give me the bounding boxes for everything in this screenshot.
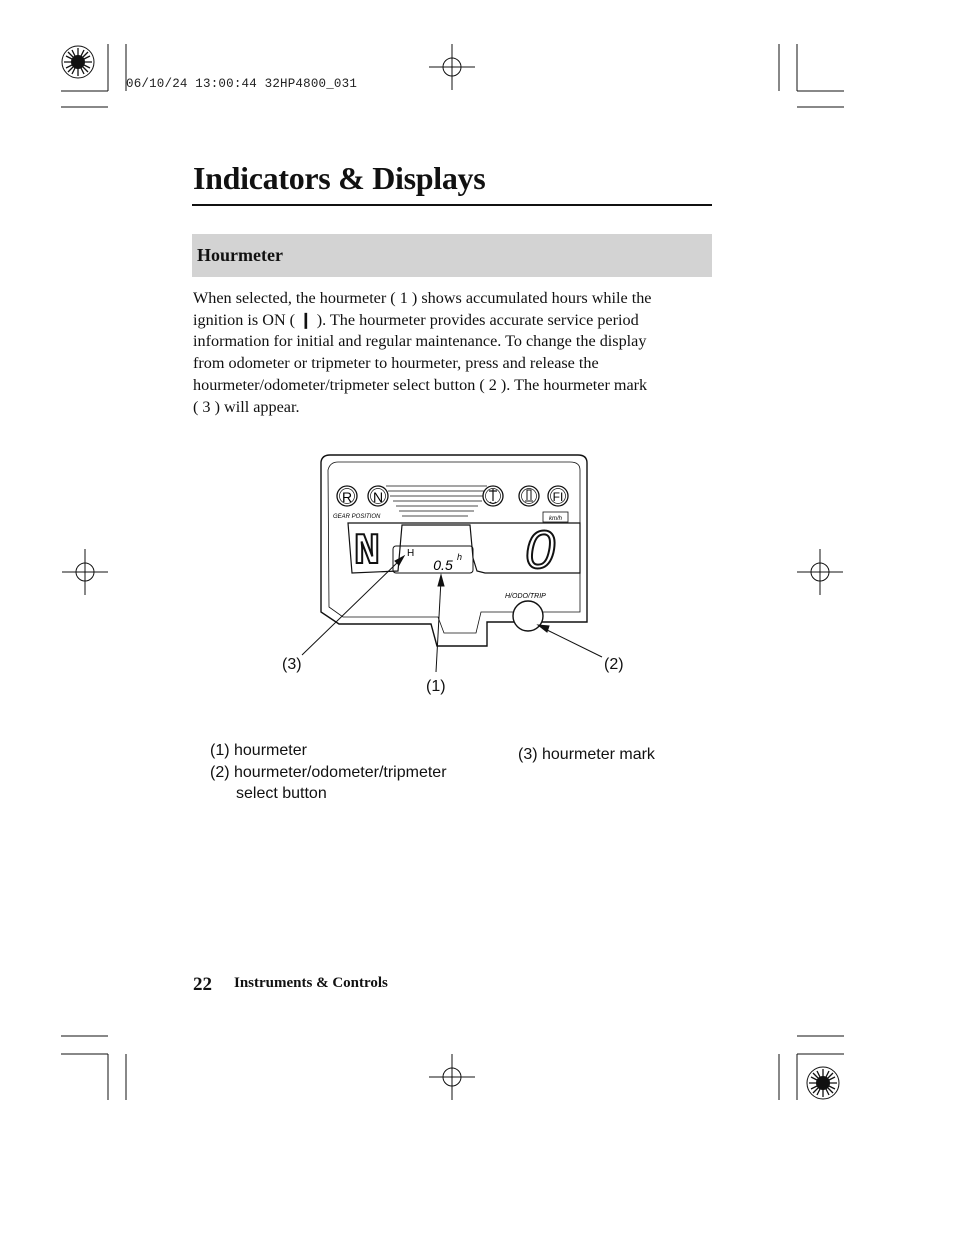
fuel-indicator-icon	[519, 486, 539, 506]
callout-3: (3)	[282, 656, 302, 673]
gear-display: N	[353, 527, 381, 577]
select-button-label: H/ODO/TRIP	[505, 593, 546, 600]
speed-display: 0	[524, 520, 556, 580]
body-line: from odometer or tripmeter to hourmeter, press and release the	[193, 354, 599, 373]
leader-line-3	[302, 560, 400, 655]
indicator-n	[368, 486, 388, 506]
page-number: 22	[193, 974, 212, 995]
callout-1: (1)	[426, 678, 446, 695]
leader-line-1	[436, 580, 441, 672]
speed-unit-label: km/h	[548, 516, 563, 522]
legend-left	[210, 740, 447, 805]
leader-line-2	[543, 628, 602, 657]
legend-item-2-cont: select button	[236, 785, 327, 802]
indicator-n-label: N	[372, 489, 384, 505]
gear-position-label: GEAR POSITION	[333, 514, 381, 520]
footer-chapter: Instruments & Controls	[234, 975, 388, 991]
body-line: hourmeter/odometer/tripmeter select button ( 2 ). The hourmeter mark	[193, 375, 648, 394]
hourmeter-unit: h	[457, 552, 463, 562]
indicator-fi	[548, 486, 568, 506]
section-heading: Hourmeter	[197, 245, 283, 265]
body-line: information for initial and regular maintenance. To change the display	[193, 332, 647, 351]
hood-lines	[386, 486, 487, 516]
hourmeter-mark: H	[407, 548, 415, 559]
callout-2: (2)	[604, 656, 624, 673]
body-line: ignition is ON ( ❙ ). The hourmeter provides accurate service period	[193, 310, 639, 329]
print-slug: 06/10/24 13:00:44 32HP4800_031	[126, 77, 358, 91]
legend-item-1: (1) hourmeter	[210, 742, 307, 759]
select-button	[513, 601, 543, 631]
hourmeter-value: 0.5	[433, 557, 453, 573]
indicator-fi-label: FI	[552, 490, 564, 504]
temperature-warning-icon	[483, 486, 503, 506]
legend-item-2: (2) hourmeter/odometer/tripmeter	[210, 763, 447, 781]
page-title: Indicators & Displays	[193, 160, 486, 196]
indicator-r	[337, 486, 357, 506]
indicator-r-label: R	[341, 489, 353, 505]
body-line: When selected, the hourmeter ( 1 ) shows accumulated hours while the	[193, 289, 652, 307]
body-line: ( 3 ) will appear.	[193, 397, 300, 416]
legend-item-3: (3) hourmeter mark	[518, 746, 655, 763]
